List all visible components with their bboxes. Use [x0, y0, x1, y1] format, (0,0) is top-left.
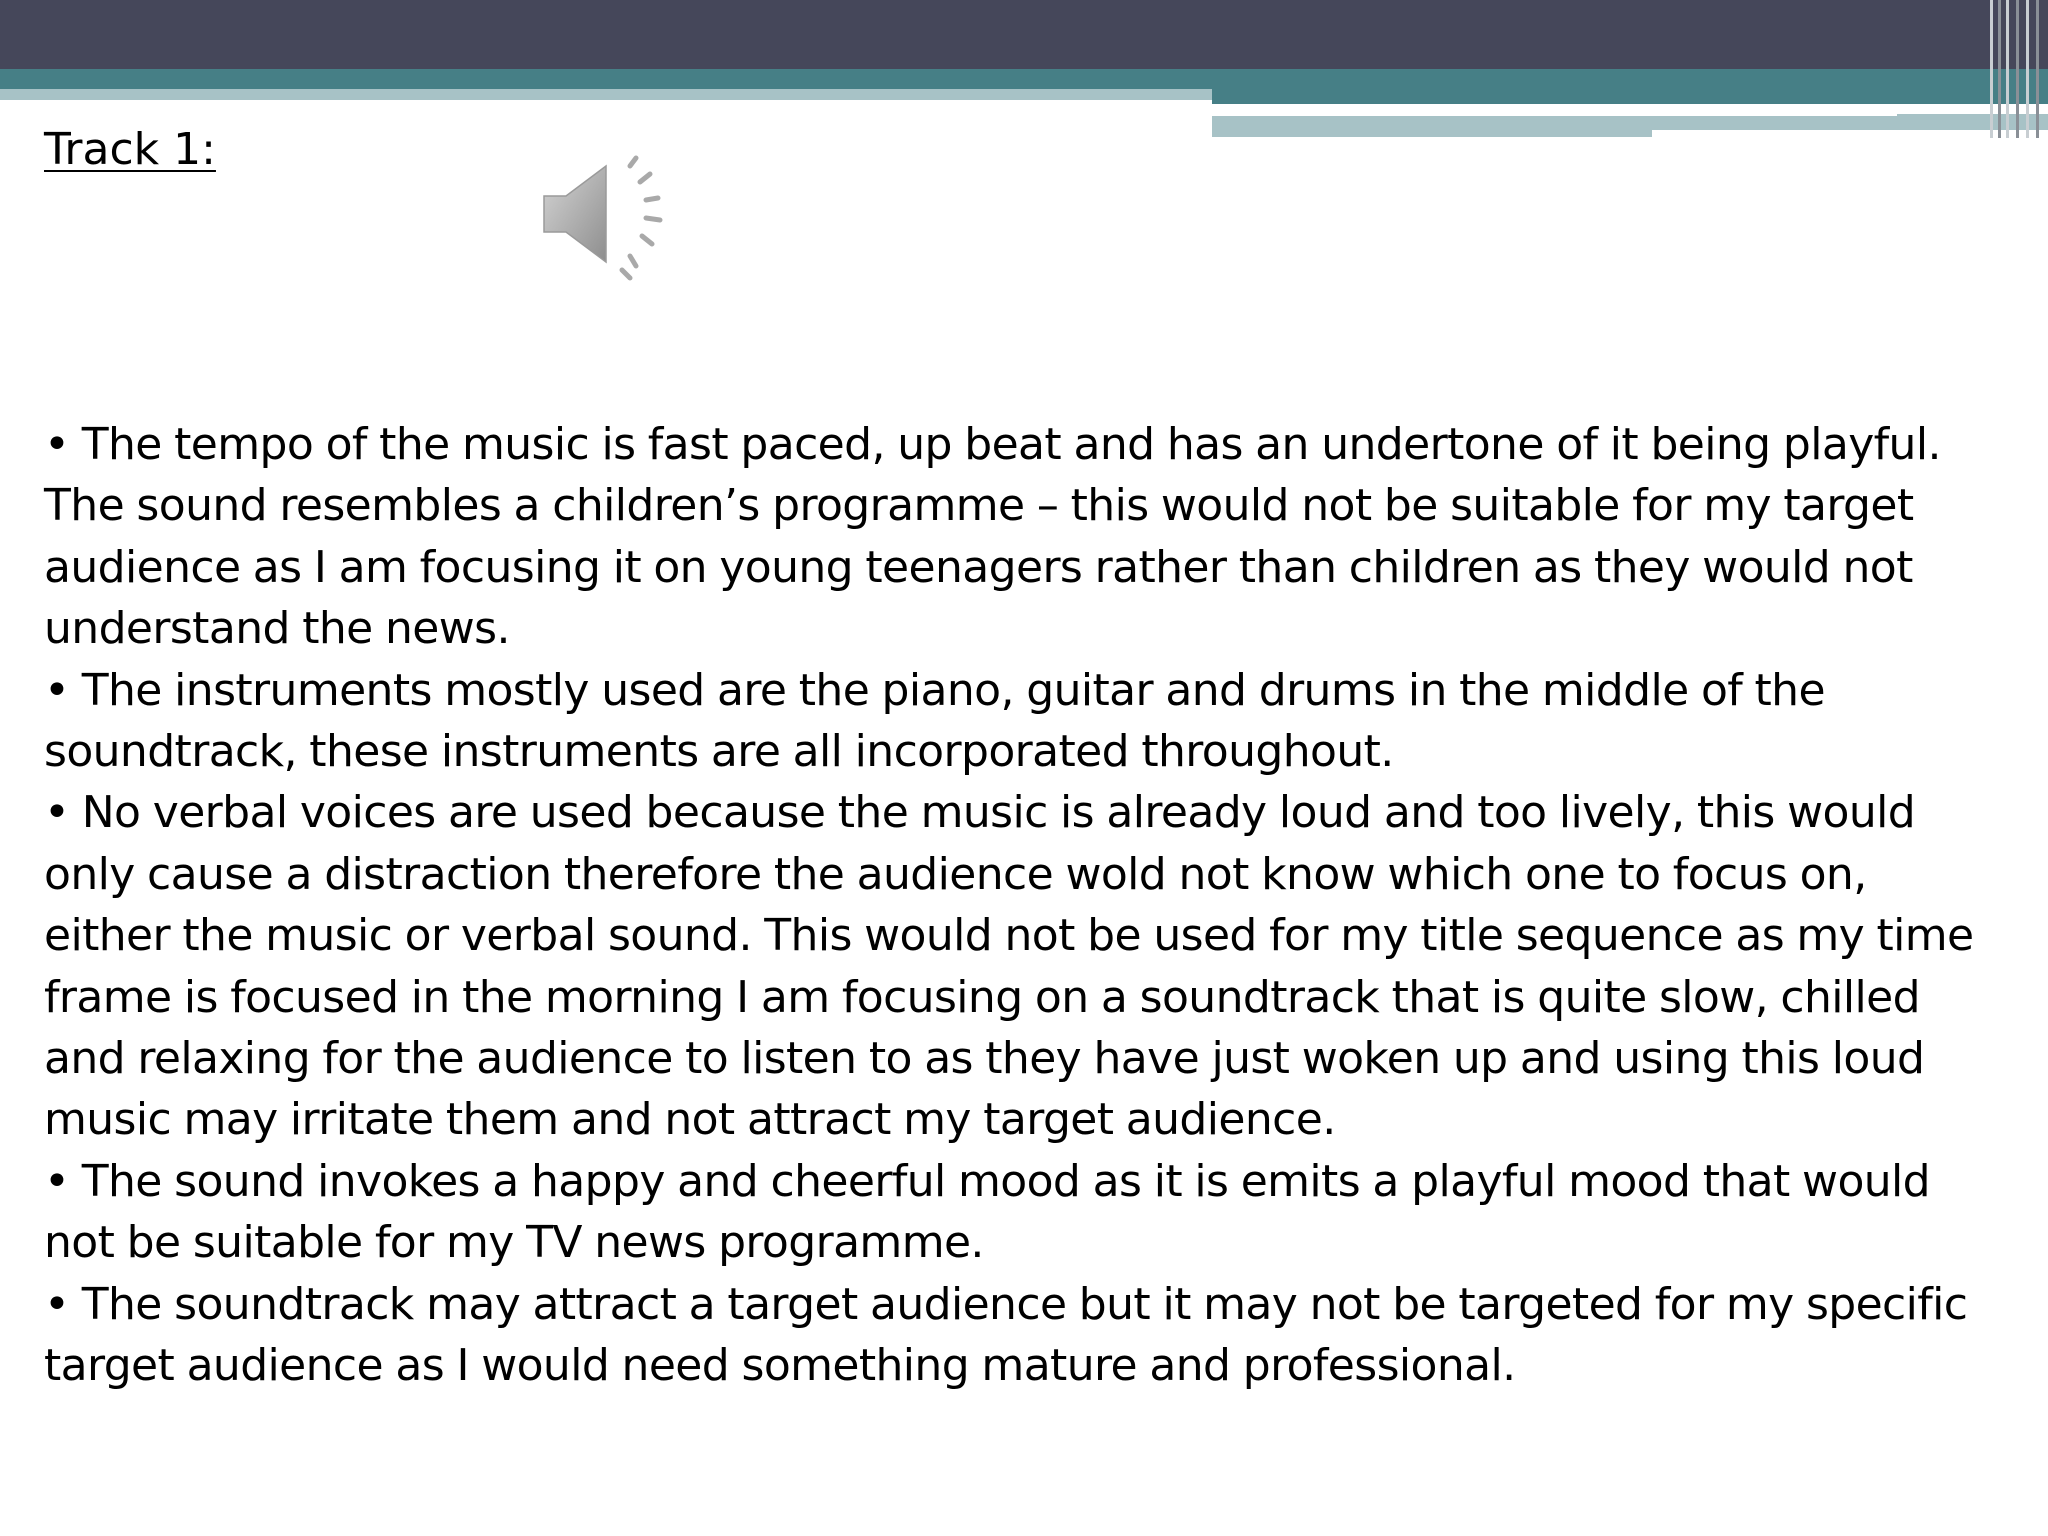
bullet-item: • The sound invokes a happy and cheerful mood as it is emits a playful mood that would not be suitable for my TV news programme.	[44, 1155, 1931, 1269]
header-bar-teal	[0, 69, 2048, 89]
bullet-item: • The soundtrack may attract a target audience but it may not be targeted for my specific target audience as I would need something mature and professional.	[44, 1278, 1968, 1392]
bullet-item: • The tempo of the music is fast paced, up beat and has an undertone of it being playful. The sound resembles a children’s programme – this would not be suitable for my target audience as I am focusing it on young teenagers rather than children as they would not understand the news.	[44, 419, 1941, 655]
bullet-item: • The instruments mostly used are the piano, guitar and drums in the middle of the soundtrack, these instruments are all incorporated throughout.	[44, 664, 1825, 778]
header-bar-dark	[0, 0, 2048, 69]
track-title: Track 1:	[44, 124, 216, 175]
header-stripe	[2016, 0, 2019, 138]
header-block-teal	[1212, 89, 2048, 104]
header-stripe	[1990, 0, 1993, 138]
bullet-list	[44, 414, 2004, 1397]
header-band-light-short	[1212, 130, 1652, 137]
header-band-light	[1212, 114, 2048, 130]
header-stripe	[1998, 0, 2001, 138]
header-bar-light	[0, 89, 1212, 100]
header-stripe	[2026, 0, 2029, 138]
bullet-item: • No verbal voices are used because the music is already loud and too lively, this would only cause a distraction therefore the audience wold not know which one to focus on, either the music or verbal sound. This would not be used for my title sequence as my time frame is focused in the morning I am focusing on a soundtrack that is quite slow, chilled and relaxing for the audience to listen to as they have just woken up and using this loud music may irritate them and not attract my target audience.	[44, 787, 1974, 1146]
speaker-volume-icon[interactable]	[536, 152, 686, 284]
header-stripe	[2006, 0, 2009, 138]
header-white-line	[1212, 112, 1897, 116]
header-stripe	[2036, 0, 2039, 138]
